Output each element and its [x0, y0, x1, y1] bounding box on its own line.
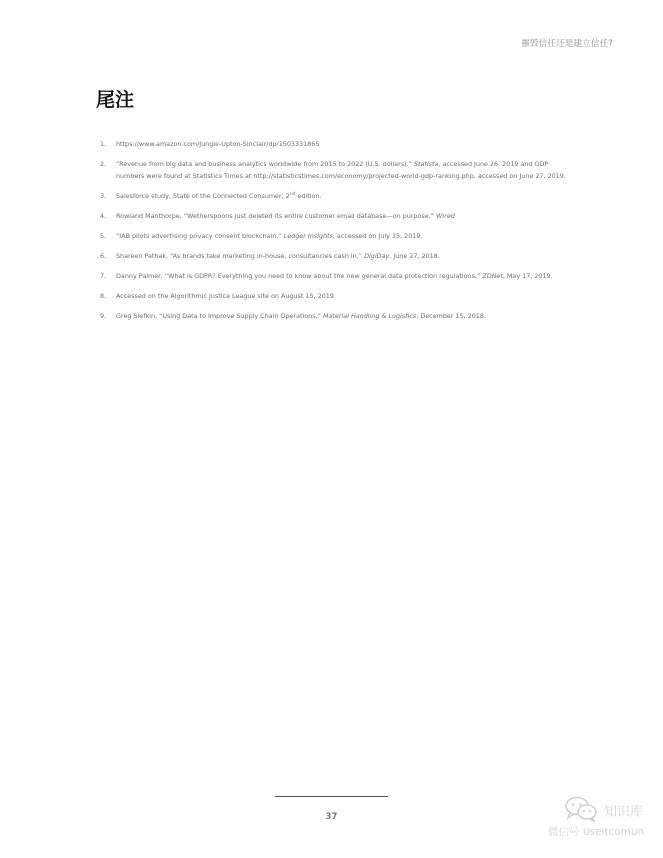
endnote-item	[96, 270, 566, 282]
endnote-text	[116, 230, 566, 242]
endnote-text	[116, 250, 566, 262]
endnote-text-segment: edition.	[295, 192, 322, 200]
endnote-italic-text: Wired	[436, 212, 455, 220]
endnote-item	[96, 310, 566, 322]
endnote-italic-text: Ledger Insights	[283, 232, 333, 240]
endnote-text	[116, 210, 566, 222]
endnote-number: 3.	[100, 192, 107, 200]
endnote-italic-text: Statista	[413, 160, 439, 168]
endnote-number: 2.	[100, 160, 107, 168]
endnote-item	[96, 138, 566, 150]
endnote-text	[116, 138, 566, 150]
endnote-number: 4.	[100, 212, 107, 220]
endnote-text-segment: , May 17, 2019.	[502, 272, 553, 280]
endnote-number: 5.	[100, 232, 107, 240]
endnote-text-segment: , December 15, 2018.	[416, 312, 486, 320]
endnote-item	[96, 230, 566, 242]
endnote-italic-text: DigiDay	[364, 252, 390, 260]
endnote-item	[96, 290, 566, 302]
endnotes-list	[96, 138, 566, 330]
endnote-text-segment: , accessed June 26, 2019 and GDP numbers were found at Statistics Times at http://statisticstimes.com/economy/projected-world-gdp-ranking.php, accessed on June 27, 2019.	[116, 160, 566, 180]
endnote-text	[116, 270, 566, 282]
endnote-text-segment: Accessed on the Algorithmic Justice League site on August 15, 2019.	[116, 292, 336, 300]
endnote-text-segment: https://www.amazon.com/Jungle-Upton-Sinclair/dp/1503331865	[116, 140, 320, 148]
endnote-number: 1.	[100, 140, 107, 148]
endnote-text	[116, 190, 566, 202]
endnote-italic-text: Material Handling & Logistics	[322, 312, 417, 320]
endnote-number: 6.	[100, 252, 107, 260]
endnote-text	[116, 290, 566, 302]
watermark	[548, 796, 658, 840]
endnote-text-segment: “Revenue from big data and business analytics worldwide from 2015 to 2022 (U.S. dollars),”	[116, 160, 414, 168]
endnote-item	[96, 158, 566, 182]
endnote-italic-text: ZDNet	[482, 272, 503, 280]
endnote-text-segment: Shareen Pathak, “As brands take marketing in-house, consultancies cash in,”	[116, 252, 365, 260]
endnote-item	[96, 210, 566, 222]
endnote-item	[96, 250, 566, 262]
endnote-text-segment: , accessed on July 15, 2019.	[332, 232, 423, 240]
endnote-number: 7.	[100, 272, 107, 280]
endnote-text-segment: Salesforce study, State of the Connected Consumer, 2	[116, 192, 290, 200]
endnote-text-segment: Rowland Manthorpe, “Wetherspoons just deleted its entire customer email database—on purpose,”	[116, 212, 437, 220]
endnote-text	[116, 158, 566, 182]
endnote-number: 9.	[100, 312, 107, 320]
watermark-name: 知识库	[604, 805, 644, 820]
endnote-text-segment: Danny Palmer, “What is GDPR? Everything you need to know about the new general data protection regulations,”	[116, 272, 483, 280]
endnote-text-segment: “IAB pilots advertising privacy consent blockchain,”	[116, 232, 284, 240]
footer-divider	[275, 796, 388, 797]
endnote-text	[116, 310, 566, 322]
watermark-id: 微信号 useitcomun	[548, 826, 645, 838]
endnote-superscript: nd	[289, 191, 296, 197]
endnote-text-segment: , June 27, 2018.	[389, 252, 440, 260]
page-number: 37	[325, 812, 338, 822]
endnote-number: 8.	[100, 292, 107, 300]
wechat-icon	[564, 796, 598, 822]
page-title: 尾注	[96, 89, 135, 111]
endnote-item	[96, 190, 566, 202]
endnote-text-segment: Greg Slefkin, “Using Data to Improve Supply Chain Operations,”	[116, 312, 323, 320]
running-header: 摧毁信任还是建立信任?	[521, 39, 613, 49]
